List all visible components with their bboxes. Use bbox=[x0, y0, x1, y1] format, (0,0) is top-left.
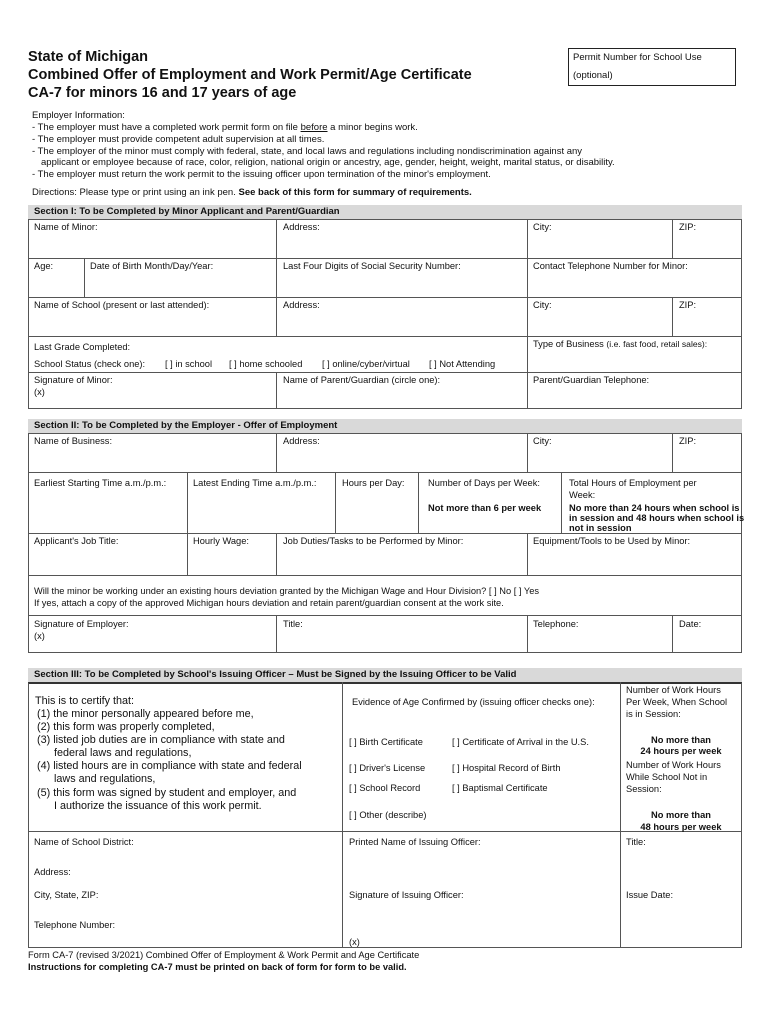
school-name-field[interactable]: Name of School (present or last attended): bbox=[34, 300, 210, 310]
last-grade-field[interactable]: Last Grade Completed: bbox=[34, 342, 131, 352]
total-hours-limit-3: not in session bbox=[569, 523, 632, 533]
title-line3: CA-7 for minors 16 and 17 years of age bbox=[28, 85, 297, 101]
minor-city-field[interactable]: City: bbox=[533, 222, 552, 232]
certify-5b: I authorize the issuance of this work permit. bbox=[54, 800, 262, 812]
certify-4b: laws and regulations, bbox=[54, 773, 156, 785]
minor-signature-field[interactable]: Signature of Minor: bbox=[34, 375, 113, 385]
district-city-field[interactable]: City, State, ZIP: bbox=[34, 890, 99, 900]
certify-3b: federal laws and regulations, bbox=[54, 747, 192, 759]
days-per-week-limit: Not more than 6 per week bbox=[428, 503, 542, 513]
deviation-question[interactable]: Will the minor be working under an existing hours deviation granted by the Michigan Wage and Hour Division? [ ] No [ ] Yes bbox=[34, 586, 540, 596]
evidence-other-checkbox[interactable]: [ ] Other (describe) bbox=[349, 810, 427, 820]
minor-phone-field[interactable]: Contact Telephone Number for Minor: bbox=[533, 261, 688, 271]
evidence-hospital-checkbox[interactable]: [ ] Hospital Record of Birth bbox=[452, 763, 561, 773]
footer-line2: Instructions for completing CA-7 must be printed on back of form for form to be valid. bbox=[28, 962, 407, 972]
certify-5a: (5) this form was signed by student and employer, and bbox=[37, 787, 297, 799]
district-telephone-field[interactable]: Telephone Number: bbox=[34, 920, 116, 930]
school-address-field[interactable]: Address: bbox=[283, 300, 320, 310]
limit-24-line1: No more than bbox=[651, 735, 711, 745]
days-per-week-field[interactable]: Number of Days per Week: bbox=[428, 478, 540, 488]
certify-3a: (3) listed job duties are in compliance with state and bbox=[37, 734, 285, 746]
certify-heading: This is to certify that: bbox=[35, 695, 135, 707]
certify-1: (1) the minor personally appeared before me, bbox=[37, 708, 254, 720]
latest-end-field[interactable]: Latest Ending Time a.m./p.m.: bbox=[193, 478, 317, 488]
business-city-field[interactable]: City: bbox=[533, 436, 552, 446]
school-zip-field[interactable]: ZIP: bbox=[679, 300, 697, 310]
limit-24-line2: 24 hours per week bbox=[640, 746, 722, 756]
employer-title-field[interactable]: Title: bbox=[283, 619, 303, 629]
section1-header: Section I: To be Completed by Minor Applicant and Parent/Guardian bbox=[28, 205, 742, 219]
business-type-field[interactable]: Type of Business (i.e. fast food, retail sales): bbox=[533, 339, 708, 349]
total-hours-field[interactable]: Total Hours of Employment per bbox=[569, 478, 697, 488]
business-address-field[interactable]: Address: bbox=[283, 436, 320, 446]
status-online-checkbox[interactable]: [ ] online/cyber/virtual bbox=[322, 359, 410, 369]
officer-printed-name-field[interactable]: Printed Name of Issuing Officer: bbox=[349, 837, 481, 847]
limit-48-line1: No more than bbox=[651, 810, 711, 820]
employer-telephone-field[interactable]: Telephone: bbox=[533, 619, 579, 629]
evidence-school-record-checkbox[interactable]: [ ] School Record bbox=[349, 783, 421, 793]
footer-line1: Form CA-7 (revised 3/2021) Combined Offer of Employment & Work Permit and Age Certificate bbox=[28, 950, 420, 960]
evidence-birth-checkbox[interactable]: [ ] Birth Certificate bbox=[349, 737, 423, 747]
employer-info-bullet2: - The employer must provide competent adult supervision at all times. bbox=[32, 134, 325, 145]
minor-signature-x: (x) bbox=[34, 387, 45, 397]
job-duties-field[interactable]: Job Duties/Tasks to be Performed by Minor: bbox=[283, 536, 464, 546]
section3-header: Section III: To be Completed by School's Issuing Officer – Must be Signed by the Issuing Officer to be Valid bbox=[28, 668, 742, 682]
employer-date-field[interactable]: Date: bbox=[679, 619, 702, 629]
hours-out-session-label-2: While School Not in bbox=[626, 772, 708, 782]
title-line2: Combined Offer of Employment and Work Permit/Age Certificate bbox=[28, 67, 472, 83]
hours-in-session-label-1: Number of Work Hours bbox=[626, 685, 721, 695]
hourly-wage-field[interactable]: Hourly Wage: bbox=[193, 536, 249, 546]
school-city-field[interactable]: City: bbox=[533, 300, 552, 310]
job-title-field[interactable]: Applicant's Job Title: bbox=[34, 536, 119, 546]
school-status-label: School Status (check one): bbox=[34, 359, 146, 369]
hours-per-day-field[interactable]: Hours per Day: bbox=[342, 478, 405, 488]
employer-signature-field[interactable]: Signature of Employer: bbox=[34, 619, 129, 629]
limit-48-line2: 48 hours per week bbox=[640, 822, 722, 832]
ssn-field[interactable]: Last Four Digits of Social Security Number: bbox=[283, 261, 461, 271]
hours-in-session-label-3: is in Session: bbox=[626, 709, 681, 719]
parent-name-field[interactable]: Name of Parent/Guardian (circle one): bbox=[283, 375, 441, 385]
total-hours-limit-2: in session and 48 hours when school is bbox=[569, 513, 745, 523]
total-hours-limit-1: No more than 24 hours when school is bbox=[569, 503, 740, 513]
name-of-minor-field[interactable]: Name of Minor: bbox=[34, 222, 98, 232]
officer-signature-field[interactable]: Signature of Issuing Officer: bbox=[349, 890, 464, 900]
evidence-heading: Evidence of Age Confirmed by (issuing officer checks one): bbox=[352, 697, 595, 707]
permit-label: Permit Number for School Use bbox=[573, 52, 702, 63]
evidence-license-checkbox[interactable]: [ ] Driver's License bbox=[349, 763, 426, 773]
employer-info-heading: Employer Information: bbox=[32, 110, 125, 121]
status-in-school-checkbox[interactable]: [ ] in school bbox=[165, 359, 213, 369]
age-field[interactable]: Age: bbox=[34, 261, 54, 271]
officer-title-field[interactable]: Title: bbox=[626, 837, 646, 847]
business-zip-field[interactable]: ZIP: bbox=[679, 436, 697, 446]
equipment-field[interactable]: Equipment/Tools to be Used by Minor: bbox=[533, 536, 691, 546]
minor-address-field[interactable]: Address: bbox=[283, 222, 320, 232]
evidence-arrival-checkbox[interactable]: [ ] Certificate of Arrival in the U.S. bbox=[452, 737, 589, 747]
employer-signature-x: (x) bbox=[34, 631, 45, 641]
status-not-attending-checkbox[interactable]: [ ] Not Attending bbox=[429, 359, 496, 369]
section2-header: Section II: To be Completed by the Employer - Offer of Employment bbox=[28, 419, 742, 433]
employer-info-bullet3b: applicant or employee because of race, color, religion, national origin or ancestry, age, gender, height, weight, marital status, or disability. bbox=[41, 157, 615, 168]
evidence-baptismal-checkbox[interactable]: [ ] Baptismal Certificate bbox=[452, 783, 548, 793]
employer-info-bullet3a: - The employer of the minor must comply with federal, state, and local laws and regulations including nondiscrimination against any bbox=[32, 146, 583, 157]
hours-out-session-label-1: Number of Work Hours bbox=[626, 760, 721, 770]
deviation-note: If yes, attach a copy of the approved Michigan hours deviation and retain parent/guardian consent at the work site. bbox=[34, 598, 504, 608]
minor-zip-field[interactable]: ZIP: bbox=[679, 222, 697, 232]
issue-date-field[interactable]: Issue Date: bbox=[626, 890, 674, 900]
parent-phone-field[interactable]: Parent/Guardian Telephone: bbox=[533, 375, 650, 385]
district-address-field[interactable]: Address: bbox=[34, 867, 71, 877]
employer-info-bullet1: - The employer must have a completed work permit form on file before a minor begins work. bbox=[32, 122, 418, 133]
certify-2: (2) this form was properly completed, bbox=[37, 721, 215, 733]
status-home-schooled-checkbox[interactable]: [ ] home schooled bbox=[229, 359, 303, 369]
total-hours-field-2: Week: bbox=[569, 490, 596, 500]
school-district-field[interactable]: Name of School District: bbox=[34, 837, 134, 847]
permit-optional: (optional) bbox=[573, 70, 613, 81]
officer-signature-x: (x) bbox=[349, 937, 360, 947]
certify-4a: (4) listed hours are in compliance with state and federal bbox=[37, 760, 302, 772]
permit-number-box[interactable] bbox=[568, 48, 736, 86]
employer-info-bullet4: - The employer must return the work permit to the issuing officer upon termination of the minor's employment. bbox=[32, 169, 491, 180]
directions: Directions: Please type or print using an ink pen. See back of this form for summary of requirements. bbox=[32, 187, 472, 198]
hours-out-session-label-3: Session: bbox=[626, 784, 662, 794]
title-line1: State of Michigan bbox=[28, 49, 149, 65]
hours-in-session-label-2: Per Week, When School bbox=[626, 697, 728, 707]
business-name-field[interactable]: Name of Business: bbox=[34, 436, 113, 446]
earliest-start-field[interactable]: Earliest Starting Time a.m./p.m.: bbox=[34, 478, 167, 488]
dob-field[interactable]: Date of Birth Month/Day/Year: bbox=[90, 261, 214, 271]
